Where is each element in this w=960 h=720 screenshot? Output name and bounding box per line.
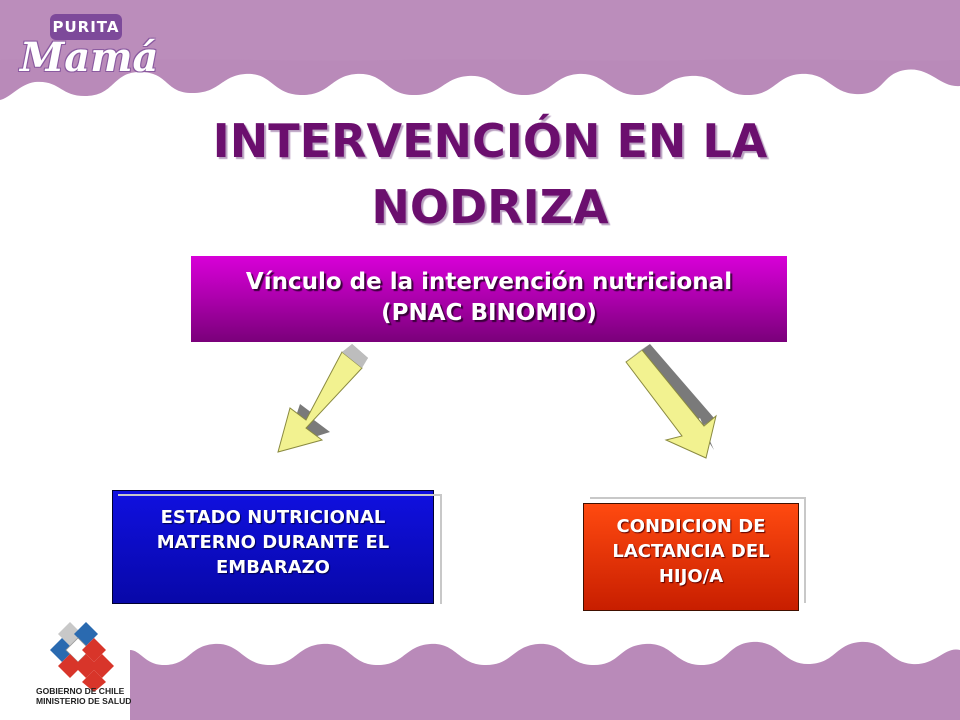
banner-line2: (PNAC BINOMIO) — [381, 300, 597, 326]
banner-line1: Vínculo de la intervención nutricional — [245, 269, 733, 295]
government-caption-line2: MINISTERIO DE SALUD — [36, 696, 132, 706]
slide-title-line1: INTERVENCIÓN EN LA — [212, 114, 768, 168]
lactation-condition-box — [583, 503, 799, 611]
government-caption-line1: GOBIERNO DE CHILE — [36, 686, 125, 696]
left-box-line1: ESTADO NUTRICIONAL — [160, 507, 386, 528]
right-box-line2: LACTANCIA DEL — [612, 541, 770, 562]
left-box-line3: EMBARAZO — [215, 557, 330, 578]
left-arrow-icon — [278, 344, 368, 452]
right-arrow-icon — [626, 344, 716, 458]
right-box-line1: CONDICION DE — [616, 516, 766, 537]
brand-logo-top-text: PURITA — [50, 14, 122, 40]
brand-logo-script-text: Mamá — [20, 34, 159, 81]
maternal-nutrition-box — [112, 490, 434, 604]
slide-title-line2: NODRIZA — [371, 180, 609, 234]
left-box-line2: MATERNO DURANTE EL — [156, 532, 390, 553]
government-caption — [36, 686, 146, 706]
right-box-line3: HIJO/A — [658, 566, 724, 587]
